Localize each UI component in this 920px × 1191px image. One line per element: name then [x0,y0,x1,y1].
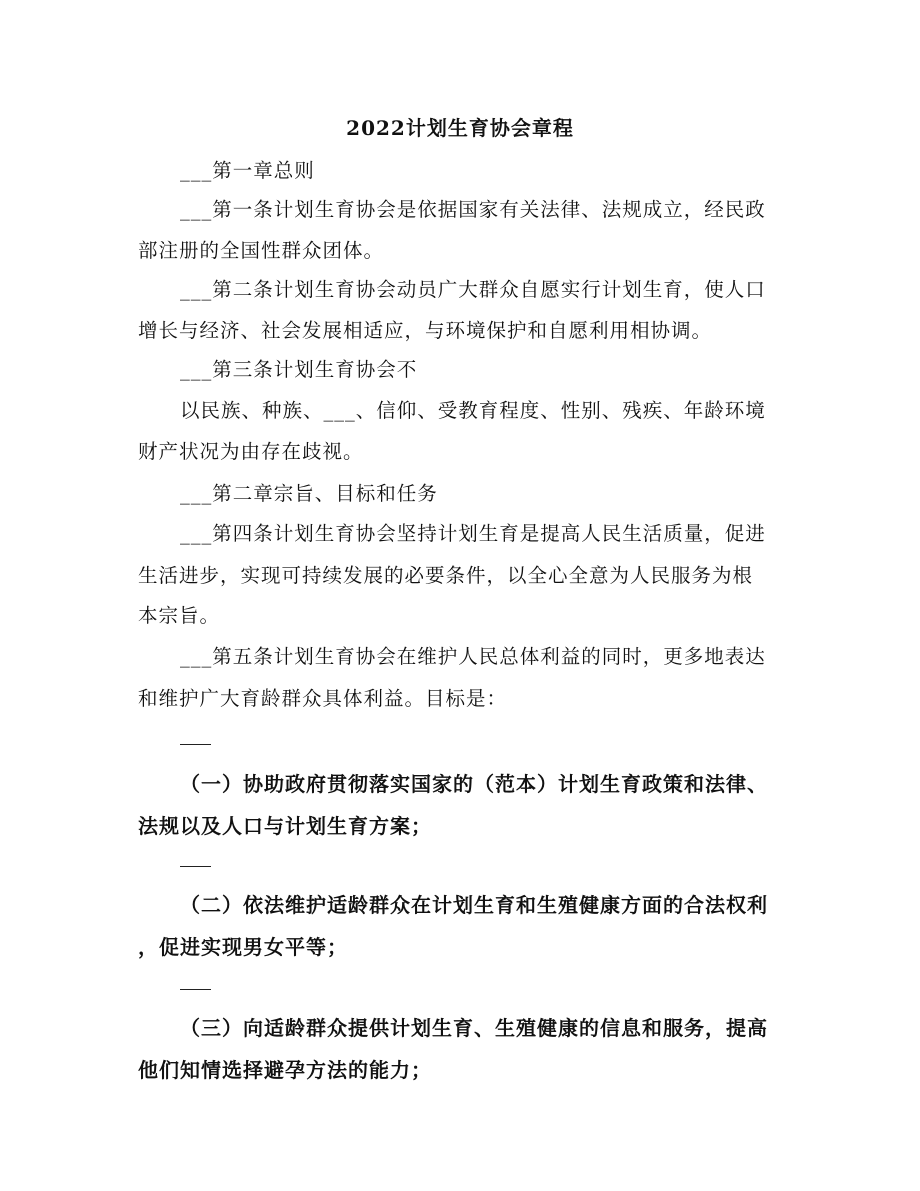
paragraph-line: ___第三条计划生育协会不 [180,358,418,381]
list-item-line: （二）依法维护适龄群众在计划生育和生殖健康方面的合法权利 [180,893,768,917]
paragraph-line: 增长与经济、社会发展相适应，与环境保护和自愿利用相协调。 [138,319,713,342]
list-item-line: 法规以及人口与计划生育方案； [138,814,432,838]
list-item-line: ，促进实现男女平等； [138,935,348,959]
list-item-line: （三）向适龄群众提供计划生育、生殖健康的信息和服务，提高 [180,1016,768,1040]
paragraph-line: ___第四条计划生育协会坚持计划生育是提高人民生活质量，促进 [180,522,766,545]
document-title: 2022计划生育协会章程 [346,116,574,140]
blank-underline [180,866,211,867]
paragraph-line: 财产状况为由存在歧视。 [138,440,364,463]
chapter-heading: ___第二章宗旨、目标和任务 [180,482,438,505]
list-item-line: 他们知情选择避孕方法的能力； [138,1058,432,1082]
paragraph-line: ___第五条计划生育协会在维护人民总体利益的同时，更多地表达 [180,645,766,668]
paragraph-line: 以民族、种族、___、信仰、受教育程度、性别、残疾、年龄环境 [180,399,766,422]
list-item-line: （一）协助政府贯彻落实国家的（范本）计划生育政策和法律、 [180,772,768,796]
paragraph-line: 本宗旨。 [138,604,221,627]
blank-underline [180,989,211,990]
paragraph-line: 生活进步，实现可持续发展的必要条件，以全心全意为人民服务为根 [138,564,754,587]
paragraph-line: ___第一条计划生育协会是依据国家有关法律、法规成立，经民政 [180,198,766,221]
paragraph-line: ___第二条计划生育协会动员广大群众自愿实行计划生育，使人口 [180,278,766,301]
paragraph-line: 部注册的全国性群众团体。 [138,239,385,262]
blank-underline [180,744,211,745]
chapter-heading: ___第一章总则 [180,159,315,182]
paragraph-line: 和维护广大育龄群众具体利益。目标是： [138,687,508,710]
